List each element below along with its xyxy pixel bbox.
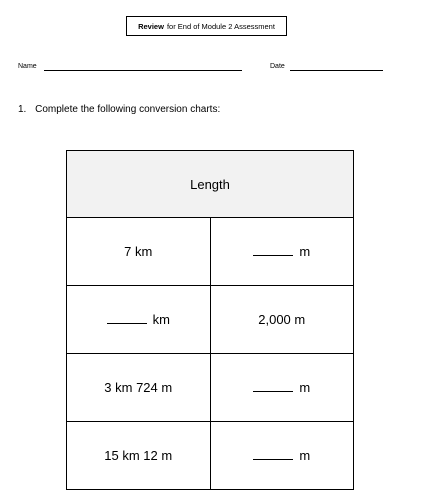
answer-blank[interactable] — [253, 458, 293, 460]
answer-blank[interactable] — [253, 254, 293, 256]
cell-right[interactable]: m — [210, 354, 354, 422]
question-number: 1. — [18, 104, 27, 115]
name-field[interactable] — [44, 70, 242, 71]
cell-left: 15 km 12 m — [67, 422, 211, 490]
question-text: Complete the following conversion charts: — [35, 104, 221, 115]
cell-left: 3 km 724 m — [67, 354, 211, 422]
table-row — [67, 422, 354, 490]
table-row — [67, 354, 354, 422]
date-field[interactable] — [290, 70, 383, 71]
cell-left[interactable]: km — [67, 286, 211, 354]
cell-right[interactable]: m — [210, 218, 354, 286]
conversion-chart — [66, 150, 354, 490]
answer-blank[interactable] — [107, 322, 147, 324]
chart-header: Length — [67, 151, 354, 218]
title-rest: for End of Module 2 Assessment — [166, 21, 275, 31]
date-label: Date — [270, 63, 285, 70]
cell-right: 2,000 m — [210, 286, 354, 354]
table-row — [67, 218, 354, 286]
assessment-title — [126, 16, 287, 36]
table-row — [67, 286, 354, 354]
title-bold: Review — [138, 21, 164, 31]
cell-right[interactable]: m — [210, 422, 354, 490]
name-label: Name — [18, 63, 37, 70]
answer-blank[interactable] — [253, 390, 293, 392]
question-1 — [18, 104, 220, 115]
cell-left: 7 km — [67, 218, 211, 286]
